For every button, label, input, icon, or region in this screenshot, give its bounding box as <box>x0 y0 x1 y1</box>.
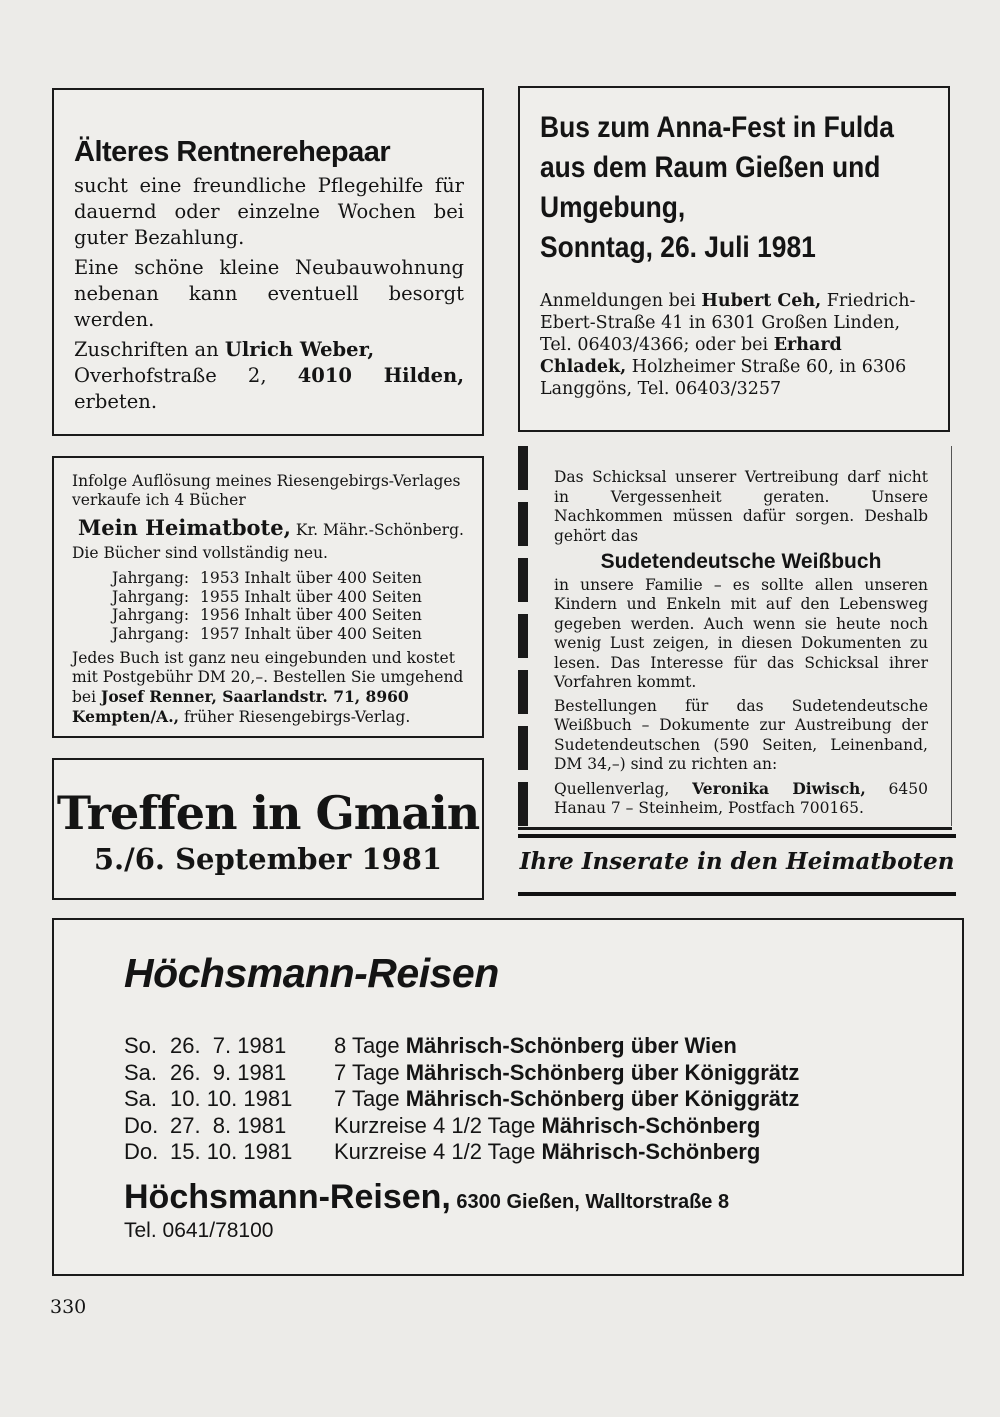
trip-duration: Kurzreise 4 1/2 Tage <box>334 1139 542 1164</box>
trip-route: Mährisch-Schönberg über Wien <box>405 1033 737 1058</box>
ad-books-note: Die Bücher sind vollständig neu. <box>72 544 328 562</box>
ad-rentner-contact <box>74 337 464 415</box>
year-text: 1957 Inhalt über 400 Seiten <box>200 624 422 643</box>
ad-rentner-text-1: sucht eine freundliche Pflegehilfe für dauernd oder einzelne Wochen bei guter Bezahlung. <box>74 174 464 249</box>
year-row <box>72 569 464 588</box>
trip-duration: 7 Tage <box>334 1086 406 1111</box>
trip-date: 26. 9. 1981 <box>170 1059 287 1085</box>
ad-rentner-text-2: Eine schöne kleine Neubauwohnung nebenan kann eventuell besorgt werden. <box>74 256 464 331</box>
ad-travel-footer-name: Höchsmann-Reisen, <box>124 1177 451 1216</box>
year-text: 1953 Inhalt über 400 Seiten <box>200 569 422 587</box>
contact-prefix: Zuschriften an <box>74 338 225 361</box>
ad-bus-text-1: Anmeldungen bei <box>540 291 702 311</box>
trip-duration: 8 Tage <box>334 1033 406 1058</box>
trip-row <box>124 1139 962 1166</box>
publisher-prefix: Quellenverlag, <box>554 779 693 798</box>
slogan-bottom-rule <box>518 892 956 896</box>
ad-gmain-date: 5./6. September 1981 <box>93 842 443 876</box>
ad-bus-name-1: Hubert Ceh, <box>701 291 822 311</box>
trip-row <box>124 1060 962 1087</box>
ad-books-footer-text: Jedes Buch ist ganz neu eingebunden und kostet mit Postgebühr DM 20,–. Bestellen Sie umgehend bei <box>72 649 464 706</box>
ad-travel-footer-address: 6300 Gießen, Walltorstraße 8 <box>450 1190 730 1213</box>
ad-bus-text-3: Holzheimer Straße 60, in 6306 Langgöns, Tel. 06403/3257 <box>540 357 907 399</box>
year-row <box>72 625 464 644</box>
trip-route: Mährisch-Schönberg über Königgrätz <box>405 1086 800 1111</box>
ad-bus-box <box>518 86 950 432</box>
trip-day: Do. <box>124 1139 159 1164</box>
ad-rentner-headline: Älteres Rentnerehepaar <box>74 136 391 168</box>
ad-books-footer <box>72 649 464 727</box>
ad-gmain-box <box>52 758 484 900</box>
trip-day: So. <box>124 1033 158 1058</box>
trip-route: Mährisch-Schönberg <box>541 1112 761 1138</box>
ad-books-footer-contact: Josef Renner, Saarlandstr. 71, 8960 Kempten/A., <box>72 687 409 726</box>
trip-row <box>124 1113 962 1140</box>
year-text: 1955 Inhalt über 400 Seiten <box>200 587 422 606</box>
trip-day: Sa. <box>124 1086 158 1111</box>
ad-bus-headline-4: Sonntag, 26. Juli 1981 <box>540 231 816 264</box>
dashed-sidebar-decoration <box>518 446 528 826</box>
year-row <box>72 588 464 607</box>
ad-weissbuch-body: in unsere Familie – es sollte allen unseren Kindern und Enkeln mit auf den Lebensweg gegeben werden. Auch wenn sie heute noch wenig Lust zeigen, in diesen Dokumenten zu lesen. Das Interesse für das Schicksal ihrer Vorfahren kommt. <box>554 575 928 691</box>
trip-row <box>124 1033 962 1060</box>
contact-suffix: erbeten. <box>74 390 158 413</box>
ad-books-intro: Infolge Auflösung meines Riesengebirgs-Verlages verkaufe ich 4 Bücher <box>72 472 461 509</box>
ad-weissbuch-publisher <box>554 779 928 819</box>
ad-weissbuch-intro: Das Schicksal unserer Vertreibung darf nicht in Vergessenheit geraten. Unsere Nachkommen müssen dafür sorgen. Deshalb gehört das <box>554 468 928 545</box>
ad-weissbuch-title: Sudetendeutsche Weißbuch <box>600 550 882 573</box>
ad-travel-box <box>52 918 964 1276</box>
ad-books-title-sub: Kr. Mähr.-Schönberg. <box>290 521 464 539</box>
slogan-text: Ihre Inserate in den Heimatboten <box>519 848 955 875</box>
trip-duration: 7 Tage <box>334 1059 406 1085</box>
year-text: 1956 Inhalt über 400 Seiten <box>200 606 422 624</box>
trip-date: 27. 8. 1981 <box>170 1112 287 1138</box>
trip-date: 15. 10. 1981 <box>170 1139 293 1164</box>
trip-row <box>124 1086 962 1113</box>
ad-bus-headline-2: aus dem Raum Gießen und <box>540 151 881 184</box>
ad-weissbuch-box <box>518 446 952 830</box>
ad-travel-headline: Höchsmann-Reisen <box>124 950 499 996</box>
ad-books-title <box>78 515 464 540</box>
right-border <box>951 446 952 826</box>
trip-date: 10. 10. 1981 <box>170 1086 293 1111</box>
ad-weissbuch-order: Bestellungen für das Sudetendeutsche Weißbuch – Dokumente zur Austreibung der Sudetendeutschen (590 Seiten, Leinenband, DM 34,–) sind zu richten an: <box>554 696 928 773</box>
ad-rentner-box <box>52 88 484 436</box>
trip-day: Sa. <box>124 1059 158 1085</box>
contact-name: Ulrich Weber, <box>224 338 375 361</box>
trip-day: Do. <box>124 1112 159 1138</box>
year-label: Jahrgang: <box>112 587 190 606</box>
publisher-name: Veronika Diwisch, <box>692 778 866 798</box>
trip-date: 26. 7. 1981 <box>170 1033 287 1058</box>
ad-travel-tel: Tel. 0641/78100 <box>124 1218 274 1242</box>
year-label: Jahrgang: <box>112 606 190 624</box>
page-number: 330 <box>50 1296 87 1318</box>
contact-city: 4010 Hilden, <box>297 364 464 387</box>
ad-bus-headline-3: Umgebung, <box>540 191 686 224</box>
publisher-address: 6450 Hanau 7 – Steinheim, Postfach 700165. <box>554 779 928 817</box>
year-row <box>72 606 464 625</box>
year-label: Jahrgang: <box>112 569 190 587</box>
ad-bus-headline-1: Bus zum Anna-Fest in Fulda <box>540 111 894 144</box>
slogan-top-rule <box>518 834 956 838</box>
ad-books-box <box>52 456 484 738</box>
slogan-banner <box>518 834 956 900</box>
ad-bus-name-2: Erhard Chladek, <box>540 335 842 377</box>
bottom-border <box>518 827 952 830</box>
ad-travel-footer <box>124 1178 962 1217</box>
trip-route: Mährisch-Schönberg über Königgrätz <box>405 1059 800 1085</box>
year-label: Jahrgang: <box>112 624 190 643</box>
ad-bus-text-2: Friedrich-Ebert-Straße 41 in 6301 Großen Linden, Tel. 06403/4366; oder bei <box>540 291 916 355</box>
ad-books-footer-end: früher Riesengebirgs-Verlag. <box>179 708 411 726</box>
trip-route: Mährisch-Schönberg <box>541 1139 761 1164</box>
contact-street: Overhofstraße 2, <box>74 364 298 387</box>
ad-bus-body <box>540 290 930 400</box>
ad-books-title-main: Mein Heimatbote, <box>78 515 291 540</box>
ad-gmain-title: Treffen in Gmain <box>56 786 480 840</box>
trip-duration: Kurzreise 4 1/2 Tage <box>334 1112 542 1138</box>
